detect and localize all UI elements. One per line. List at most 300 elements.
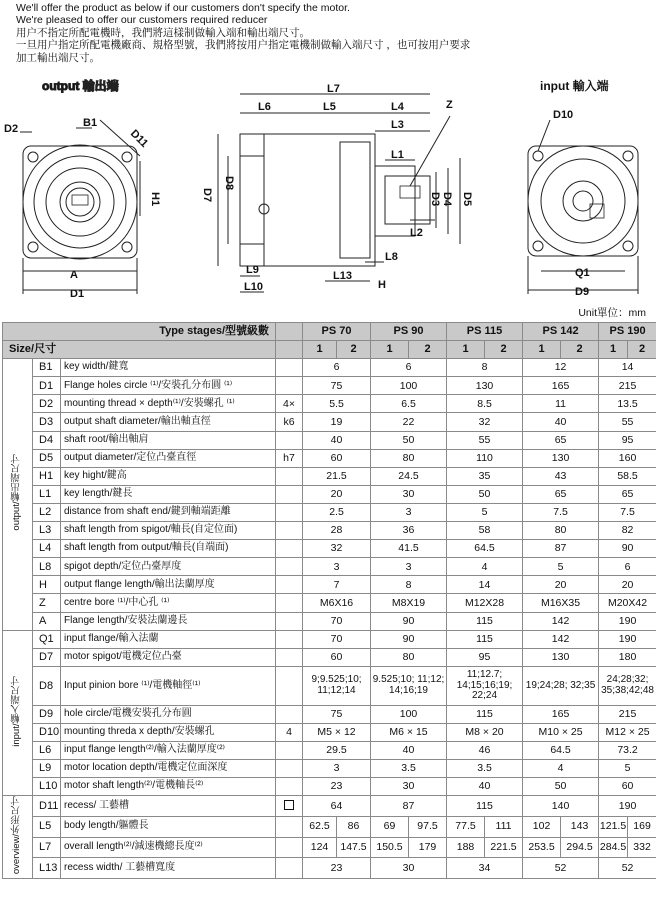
cell-value: M12X28	[447, 594, 523, 612]
row-qualifier	[276, 858, 303, 879]
table-row	[3, 413, 656, 431]
label-l4: L4	[391, 101, 404, 113]
row-symbol: A	[33, 612, 61, 630]
cell-value: 77.5	[447, 816, 485, 837]
cell-value: M12 × 25	[599, 723, 656, 741]
row-qualifier	[276, 837, 303, 858]
cell-value: 50	[523, 778, 599, 796]
row-qualifier	[276, 666, 303, 705]
cell-value: 294.5	[561, 837, 599, 858]
row-qualifier	[276, 630, 303, 648]
cell-value: 9.525;10; 11;12; 14;16;19	[371, 666, 447, 705]
label-d4: D4	[441, 192, 453, 207]
cell-value: 36	[371, 522, 447, 540]
cell-value: M16X35	[523, 594, 599, 612]
stage-2: 2	[561, 341, 599, 359]
cell-value: 215	[599, 377, 656, 395]
cell-value: 20	[523, 576, 599, 594]
model-ps142: PS 142	[523, 323, 599, 341]
row-symbol: L3	[33, 522, 61, 540]
table-row	[3, 485, 656, 503]
header-row-stages	[3, 341, 656, 359]
row-description: output shaft diameter/輸出軸直徑	[61, 413, 276, 431]
cell-value: 115	[447, 705, 523, 723]
table-row	[3, 558, 656, 576]
cell-value: 60	[303, 648, 371, 666]
cell-value: 65	[599, 485, 656, 503]
header-title: Type stages/型號級數	[3, 323, 276, 341]
label-h: H	[378, 279, 386, 291]
cell-value: 6.5	[371, 395, 447, 413]
row-symbol: D1	[33, 377, 61, 395]
model-ps115: PS 115	[447, 323, 523, 341]
table-row	[3, 395, 656, 413]
row-qualifier: k6	[276, 413, 303, 431]
cell-value: 69	[371, 816, 409, 837]
row-qualifier	[276, 705, 303, 723]
cell-value: 110	[447, 449, 523, 467]
row-qualifier	[276, 796, 303, 817]
cell-value: 130	[523, 449, 599, 467]
stage-2: 2	[337, 341, 371, 359]
table-row	[3, 796, 656, 817]
cell-value: 90	[371, 612, 447, 630]
cell-value: 130	[447, 377, 523, 395]
table-row	[3, 705, 656, 723]
cell-value: 9;9.525;10; 11;12;14	[303, 666, 371, 705]
output-view-title: output 輸出端	[42, 79, 119, 93]
cell-value: 121.5	[599, 816, 628, 837]
row-description: Input pinion bore ⁽¹⁾/電機軸徑⁽¹⁾	[61, 666, 276, 705]
label-d1: D1	[70, 288, 85, 300]
row-description: key hight/鍵高	[61, 467, 276, 485]
cell-value: 6	[599, 558, 656, 576]
label-d3: D3	[429, 192, 441, 207]
row-qualifier	[276, 522, 303, 540]
cell-value: 55	[599, 413, 656, 431]
cell-value: 100	[371, 377, 447, 395]
label-h1: H1	[149, 192, 161, 207]
cell-value: 80	[371, 648, 447, 666]
label-d7: D7	[201, 188, 213, 203]
row-description: key width/鍵寬	[61, 359, 276, 377]
table-row	[3, 359, 656, 377]
cell-value: 58	[447, 522, 523, 540]
row-symbol: B1	[33, 359, 61, 377]
cell-value: 19;24;28; 32;35	[523, 666, 599, 705]
row-description: overall length⁽²⁾/減速機總長度⁽²⁾	[61, 837, 276, 858]
row-qualifier	[276, 359, 303, 377]
cell-value: 75	[303, 705, 371, 723]
cell-value: 115	[447, 630, 523, 648]
cell-value: M10 × 25	[523, 723, 599, 741]
cell-value: 3	[303, 760, 371, 778]
cell-value: 190	[599, 796, 656, 817]
cell-value: 40	[303, 431, 371, 449]
technical-drawings	[0, 76, 656, 320]
row-qualifier	[276, 816, 303, 837]
cell-value: 52	[523, 858, 599, 879]
table-row	[3, 666, 656, 705]
cell-value: 86	[337, 816, 371, 837]
cell-value: 34	[447, 858, 523, 879]
cell-value: 60	[599, 778, 656, 796]
cell-value: 50	[447, 485, 523, 503]
row-qualifier	[276, 594, 303, 612]
cell-value: 43	[523, 467, 599, 485]
row-symbol: D7	[33, 648, 61, 666]
label-l3: L3	[391, 119, 404, 131]
row-qualifier	[276, 503, 303, 521]
cell-value: 5	[523, 558, 599, 576]
row-description: mounting threda x depth/安裝螺孔	[61, 723, 276, 741]
cell-value: 8	[447, 359, 523, 377]
row-symbol: L2	[33, 503, 61, 521]
table-row	[3, 741, 656, 759]
label-z: Z	[446, 99, 453, 111]
cell-value: 29.5	[303, 741, 371, 759]
table-row	[3, 723, 656, 741]
cell-value: 102	[523, 816, 561, 837]
group-label-output	[3, 359, 33, 630]
cell-value: 4	[523, 760, 599, 778]
table-row	[3, 858, 656, 879]
cell-value: 3.5	[447, 760, 523, 778]
row-description: Flange length/安裝法蘭邊長	[61, 612, 276, 630]
cell-value: 130	[523, 648, 599, 666]
row-description: shaft root/輸出軸肩	[61, 431, 276, 449]
cell-value: 40	[523, 413, 599, 431]
cell-value: 13.5	[599, 395, 656, 413]
cell-value: 2.5	[303, 503, 371, 521]
label-q1: Q1	[575, 267, 590, 279]
cell-value: 40	[371, 741, 447, 759]
cell-value: 124	[303, 837, 337, 858]
row-description: hole circle/電機安裝孔分布圓	[61, 705, 276, 723]
group-label-overview	[3, 796, 33, 879]
row-description: spigot depth/定位凸臺厚度	[61, 558, 276, 576]
row-description: key length/鍵長	[61, 485, 276, 503]
row-qualifier: 4	[276, 723, 303, 741]
cell-value: 65	[523, 485, 599, 503]
cell-value: 20	[303, 485, 371, 503]
cell-value: 215	[599, 705, 656, 723]
cell-value: 14	[447, 576, 523, 594]
group-label-text: output/輸出端尺寸	[11, 454, 23, 531]
cell-value: M8 × 20	[447, 723, 523, 741]
cell-value: 21.5	[303, 467, 371, 485]
table-row	[3, 449, 656, 467]
stage-1: 1	[447, 341, 485, 359]
label-l13: L13	[333, 270, 352, 282]
row-qualifier	[276, 778, 303, 796]
cell-value: 180	[599, 648, 656, 666]
stage-1: 1	[303, 341, 337, 359]
label-d9: D9	[575, 286, 590, 298]
cell-value: 188	[447, 837, 485, 858]
label-l9: L9	[246, 264, 259, 276]
table-row	[3, 760, 656, 778]
label-l1: L1	[391, 149, 404, 161]
row-symbol: L1	[33, 485, 61, 503]
row-symbol: H	[33, 576, 61, 594]
cell-value: 90	[599, 540, 656, 558]
cell-value: 7	[303, 576, 371, 594]
row-symbol: L10	[33, 778, 61, 796]
label-l10: L10	[244, 281, 263, 293]
cell-value: 55	[447, 431, 523, 449]
cell-value: 41.5	[371, 540, 447, 558]
intro-line-2: We're pleased to offer our customers required reducer	[16, 14, 268, 27]
cell-value: 4	[447, 558, 523, 576]
intro-line-4: 一旦用户指定所配電機廠商、規格型號，我們將按用户指定電機制做輸入端尺寸 ，也可按用户要求	[16, 39, 471, 52]
label-d11: D11	[127, 127, 151, 150]
cell-value: 52	[599, 858, 656, 879]
label-d10: D10	[553, 109, 574, 121]
cell-value: 19	[303, 413, 371, 431]
row-description: output diameter/定位凸臺直徑	[61, 449, 276, 467]
cell-value: 80	[371, 449, 447, 467]
row-description: motor spigot/電機定位凸臺	[61, 648, 276, 666]
cell-value: 32	[303, 540, 371, 558]
row-symbol: D8	[33, 666, 61, 705]
row-qualifier	[276, 558, 303, 576]
row-qualifier	[276, 648, 303, 666]
side-view-drawing	[218, 94, 460, 292]
row-qualifier	[276, 540, 303, 558]
row-qualifier	[276, 485, 303, 503]
cell-value: 5	[447, 503, 523, 521]
table-row	[3, 467, 656, 485]
cell-value: 87	[523, 540, 599, 558]
cell-value: 64.5	[447, 540, 523, 558]
row-symbol: Q1	[33, 630, 61, 648]
cell-value: 40	[447, 778, 523, 796]
cell-value: 70	[303, 612, 371, 630]
row-description: recess/ 工藝槽	[61, 796, 276, 817]
cell-value: 32	[447, 413, 523, 431]
cell-value: 5.5	[303, 395, 371, 413]
stage-2: 2	[409, 341, 447, 359]
cell-value: 12	[523, 359, 599, 377]
cell-value: 30	[371, 858, 447, 879]
cell-value: 97.5	[409, 816, 447, 837]
label-l8: L8	[385, 251, 398, 263]
input-view-drawing	[528, 78, 638, 294]
intro-line-5: 加工輸出端尺寸。	[16, 51, 100, 64]
row-qualifier	[276, 467, 303, 485]
cell-value: 160	[599, 449, 656, 467]
row-description: Flange holes circle ⁽¹⁾/安裝孔分布圓 ⁽¹⁾	[61, 377, 276, 395]
cell-value: 143	[561, 816, 599, 837]
row-symbol: L9	[33, 760, 61, 778]
cell-value: 147.5	[337, 837, 371, 858]
cell-value: 190	[599, 612, 656, 630]
row-symbol: Z	[33, 594, 61, 612]
header-row-models	[3, 323, 656, 341]
cell-value: 111	[485, 816, 523, 837]
cell-value: 8.5	[447, 395, 523, 413]
cell-value: 14	[599, 359, 656, 377]
cell-value: 6	[303, 359, 371, 377]
cell-value: 169	[628, 816, 656, 837]
cell-value: 284.5	[599, 837, 628, 858]
row-symbol: D5	[33, 449, 61, 467]
cell-value: 35	[447, 467, 523, 485]
cell-value: 24.5	[371, 467, 447, 485]
label-d2: D2	[4, 123, 19, 135]
row-qualifier: 4×	[276, 395, 303, 413]
stage-1: 1	[523, 341, 561, 359]
row-symbol: D2	[33, 395, 61, 413]
row-symbol: D4	[33, 431, 61, 449]
row-qualifier	[276, 741, 303, 759]
row-qualifier	[276, 760, 303, 778]
cell-value: 82	[599, 522, 656, 540]
row-description: recess width/ 工藝槽寬度	[61, 858, 276, 879]
cell-value: 3	[371, 503, 447, 521]
label-l6: L6	[258, 101, 271, 113]
cell-value: 24;28;32; 35;38;42;48	[599, 666, 656, 705]
cell-value: 23	[303, 858, 371, 879]
cell-value: M8X19	[371, 594, 447, 612]
cell-value: 11	[523, 395, 599, 413]
row-description: input flange length⁽²⁾/輸入法蘭厚度⁽²⁾	[61, 741, 276, 759]
row-description: motor shaft length⁽²⁾/電機軸長⁽²⁾	[61, 778, 276, 796]
cell-value: 150.5	[371, 837, 409, 858]
cell-value: 30	[371, 778, 447, 796]
cell-value: 179	[409, 837, 447, 858]
cell-value: 140	[523, 796, 599, 817]
cell-value: 165	[523, 705, 599, 723]
cell-value: 115	[447, 796, 523, 817]
row-symbol: D10	[33, 723, 61, 741]
cell-value: 332	[628, 837, 656, 858]
intro-line-1: We'll offer the product as below if our customers don't specify the motor.	[16, 2, 350, 14]
row-symbol: L6	[33, 741, 61, 759]
row-symbol: L5	[33, 816, 61, 837]
table-row	[3, 594, 656, 612]
model-ps70: PS 70	[303, 323, 371, 341]
cell-value: 3	[371, 558, 447, 576]
row-qualifier	[276, 576, 303, 594]
row-symbol: L4	[33, 540, 61, 558]
cell-value: 100	[371, 705, 447, 723]
cell-value: 30	[371, 485, 447, 503]
cell-value: 75	[303, 377, 371, 395]
cell-value: 50	[371, 431, 447, 449]
cell-value: 190	[599, 630, 656, 648]
row-qualifier: h7	[276, 449, 303, 467]
row-symbol: D3	[33, 413, 61, 431]
intro-line-3: 用户不指定所配電機時，我們將這樣制做輸入端和輸出端尺寸。	[16, 26, 310, 39]
row-qualifier	[276, 431, 303, 449]
table-row	[3, 522, 656, 540]
model-ps190: PS 190	[599, 323, 656, 341]
row-qualifier	[276, 612, 303, 630]
row-description: output flange length/輸出法蘭厚度	[61, 576, 276, 594]
row-qualifier	[276, 377, 303, 395]
cell-value: M20X42	[599, 594, 656, 612]
cell-value: 95	[599, 431, 656, 449]
cell-value: 87	[371, 796, 447, 817]
label-l7: L7	[327, 83, 340, 95]
row-description: mounting thread × depth⁽¹⁾/安裝螺孔 ⁽¹⁾	[61, 395, 276, 413]
row-description: input flange/輸入法蘭	[61, 630, 276, 648]
square-symbol-icon	[284, 800, 294, 810]
row-description: body length/軀體長	[61, 816, 276, 837]
cell-value: 142	[523, 630, 599, 648]
cell-value: 3	[303, 558, 371, 576]
model-ps90: PS 90	[371, 323, 447, 341]
spec-table	[2, 322, 656, 879]
size-label: Size/尺寸	[3, 341, 276, 359]
output-view-drawing	[20, 78, 140, 294]
intro-text	[16, 2, 470, 64]
table-row	[3, 503, 656, 521]
cell-value: 80	[523, 522, 599, 540]
row-description: distance from shaft end/鍵到軸端距離	[61, 503, 276, 521]
cell-value: 20	[599, 576, 656, 594]
label-d5: D5	[461, 192, 473, 207]
row-symbol: H1	[33, 467, 61, 485]
cell-value: 58.5	[599, 467, 656, 485]
cell-value: 5	[599, 760, 656, 778]
label-b1: B1	[83, 117, 98, 129]
table-row	[3, 431, 656, 449]
group-label-text: input/輸入端尺寸	[11, 675, 23, 747]
unit-label: Unit單位：mm	[578, 307, 646, 319]
cell-value: 70	[303, 630, 371, 648]
stage-1: 1	[599, 341, 628, 359]
cell-value: 28	[303, 522, 371, 540]
table-row	[3, 377, 656, 395]
cell-value: 73.2	[599, 741, 656, 759]
row-symbol: D9	[33, 705, 61, 723]
table-row	[3, 816, 656, 837]
table-row	[3, 576, 656, 594]
cell-value: M6 × 15	[371, 723, 447, 741]
stage-1: 1	[371, 341, 409, 359]
table-row	[3, 837, 656, 858]
cell-value: 7.5	[523, 503, 599, 521]
row-description: shaft length from output/軸長(自端面)	[61, 540, 276, 558]
table-row	[3, 612, 656, 630]
cell-value: 22	[371, 413, 447, 431]
row-symbol: L13	[33, 858, 61, 879]
cell-value: 64.5	[523, 741, 599, 759]
cell-value: 90	[371, 630, 447, 648]
cell-value: 142	[523, 612, 599, 630]
stage-2: 2	[485, 341, 523, 359]
row-symbol: D11	[33, 796, 61, 817]
group-label-input	[3, 630, 33, 796]
cell-value: 65	[523, 431, 599, 449]
cell-value: 7.5	[599, 503, 656, 521]
row-symbol: L7	[33, 837, 61, 858]
cell-value: 115	[447, 612, 523, 630]
cell-value: 60	[303, 449, 371, 467]
cell-value: M6X16	[303, 594, 371, 612]
cell-value: 23	[303, 778, 371, 796]
stage-2: 2	[628, 341, 656, 359]
cell-value: 62.5	[303, 816, 337, 837]
cell-value: M5 × 12	[303, 723, 371, 741]
table-row	[3, 778, 656, 796]
label-a: A	[70, 269, 78, 281]
row-description: motor location depth/電機定位面深度	[61, 760, 276, 778]
table-row	[3, 648, 656, 666]
